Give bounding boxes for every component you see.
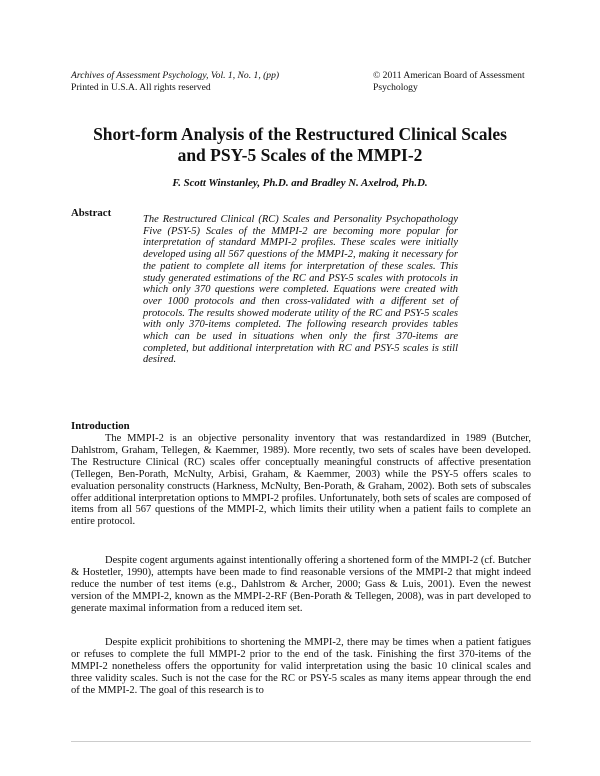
- introduction-heading: Introduction: [71, 420, 130, 432]
- running-header-left: [71, 70, 279, 94]
- body-paragraph-1: The MMPI-2 is an objective personality inventory that was restandardized in 1989 (Butcher, Dahlstrom, Graham, Tellegen, & Kaemmer, 1989). More recently, two sets of scales have been developed. The Restructure Clinical (RC) scales offer conceptually meaningful constructs of affective presentation (Tellegen, Ben-Porath, McNulty, Arbisi, Graham, & Kaemmer, 2003) while the PSY-5 offers scales to evaluation personality constructs (Harkness, McNulty, Ben-Porath, & Graham, 2002). Both sets of subscales offer additional interpretation options to MMPI-2 profiles. Unfortunately, both sets of scales are composed of items from all 567 questions of the MMPI-2, which limits their utility when a patient fails to complete an entire protocol.: [71, 433, 531, 528]
- copyright-line-1: © 2011 American Board of Assessment: [373, 70, 525, 81]
- abstract-heading: Abstract: [71, 207, 112, 219]
- body-paragraph-2: Despite cogent arguments against intentionally offering a shortened form of the MMPI-2 (cf. Butcher & Hostetler, 1990), attempts have been made to find reasonable versions of the MMPI-2 that might indeed reduce the number of test items (e.g., Dahlstrom & Archer, 2000; Gass & Luis, 2001). Even the newest version of the MMPI-2, known as the MMPI-2-RF (Ben-Porath & Tellegen, 2008), was in part developed to generate maximal information from a reduced item set.: [71, 555, 531, 614]
- copyright-line-2: Psychology: [373, 82, 418, 93]
- paper-title-line-2: and PSY-5 Scales of the MMPI-2: [177, 145, 423, 165]
- paper-title: [60, 124, 540, 166]
- footer-divider: [71, 741, 531, 742]
- printed-notice: Printed in U.S.A. All rights reserved: [71, 82, 211, 93]
- journal-citation: Archives of Assessment Psychology, Vol. 1, No. 1, (pp): [71, 70, 280, 81]
- abstract-body: The Restructured Clinical (RC) Scales and Personality Psychopathology Five (PSY-5) Scales of the MMPI-2 are becoming more popular for interpretation of standard MMPI-2 profiles. These scales were initially developed using all 567 questions of the MMPI-2, making it necessary for the patient to complete all items for interpretation of these scales. This study generated estimations of the RC and PSY-5 scales with protocols in which only 370 questions were completed. Equations were created with over 1000 protocols and then cross-validated with a different set of protocols. The results showed moderate utility of the RC and PSY-5 scales with only 370-items completed. The following research provides tables which can be used in situations when only the first 370-items are completed, but additional interpretation with RC and PSY-5 scales is still desired.: [143, 214, 458, 366]
- running-header-right: [373, 70, 543, 94]
- paper-title-line-1: Short-form Analysis of the Restructured Clinical Scales: [93, 124, 507, 144]
- author-line: F. Scott Winstanley, Ph.D. and Bradley N. Axelrod, Ph.D.: [172, 177, 428, 189]
- body-paragraph-3: Despite explicit prohibitions to shortening the MMPI-2, there may be times when a patient fatigues or refuses to complete the full MMPI-2 prior to the end of the task. Finishing the first 370-items of the MMPI-2 nonetheless offers the opportunity for valid interpretation using the basic 10 clinical scales and three validity scales. Such is not the case for the RC or PSY-5 scales as many items appear through the end of the MMPI-2. The goal of this research is to: [71, 637, 531, 696]
